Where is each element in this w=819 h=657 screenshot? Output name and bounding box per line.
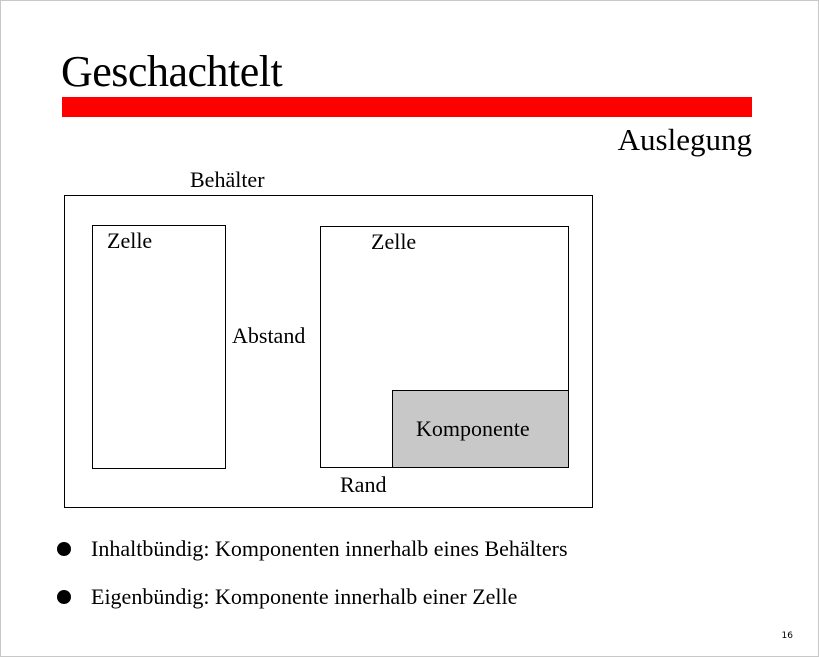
cell-right-label: Zelle — [371, 229, 417, 254]
bullet-dot-icon — [57, 542, 71, 556]
bullet-item — [57, 536, 568, 562]
cell-left-box — [92, 225, 226, 469]
container-label: Behälter — [190, 167, 265, 192]
slide-subtitle: Auslegung — [617, 122, 752, 157]
bullet-dot-icon — [57, 590, 71, 604]
component-label: Komponente — [416, 416, 530, 441]
bullet-item — [57, 584, 517, 610]
page-number: 16 — [781, 631, 793, 641]
title-underline-bar — [62, 97, 752, 117]
slide-title: Geschachtelt — [61, 47, 283, 96]
bullet-text: Eigenbündig: Komponente innerhalb einer Zelle — [91, 584, 518, 609]
border-label: Rand — [340, 472, 387, 497]
cell-left-label: Zelle — [107, 228, 153, 253]
bullet-text: Inhaltbündig: Komponenten innerhalb eines Behälters — [91, 536, 568, 561]
gap-label: Abstand — [232, 323, 306, 348]
